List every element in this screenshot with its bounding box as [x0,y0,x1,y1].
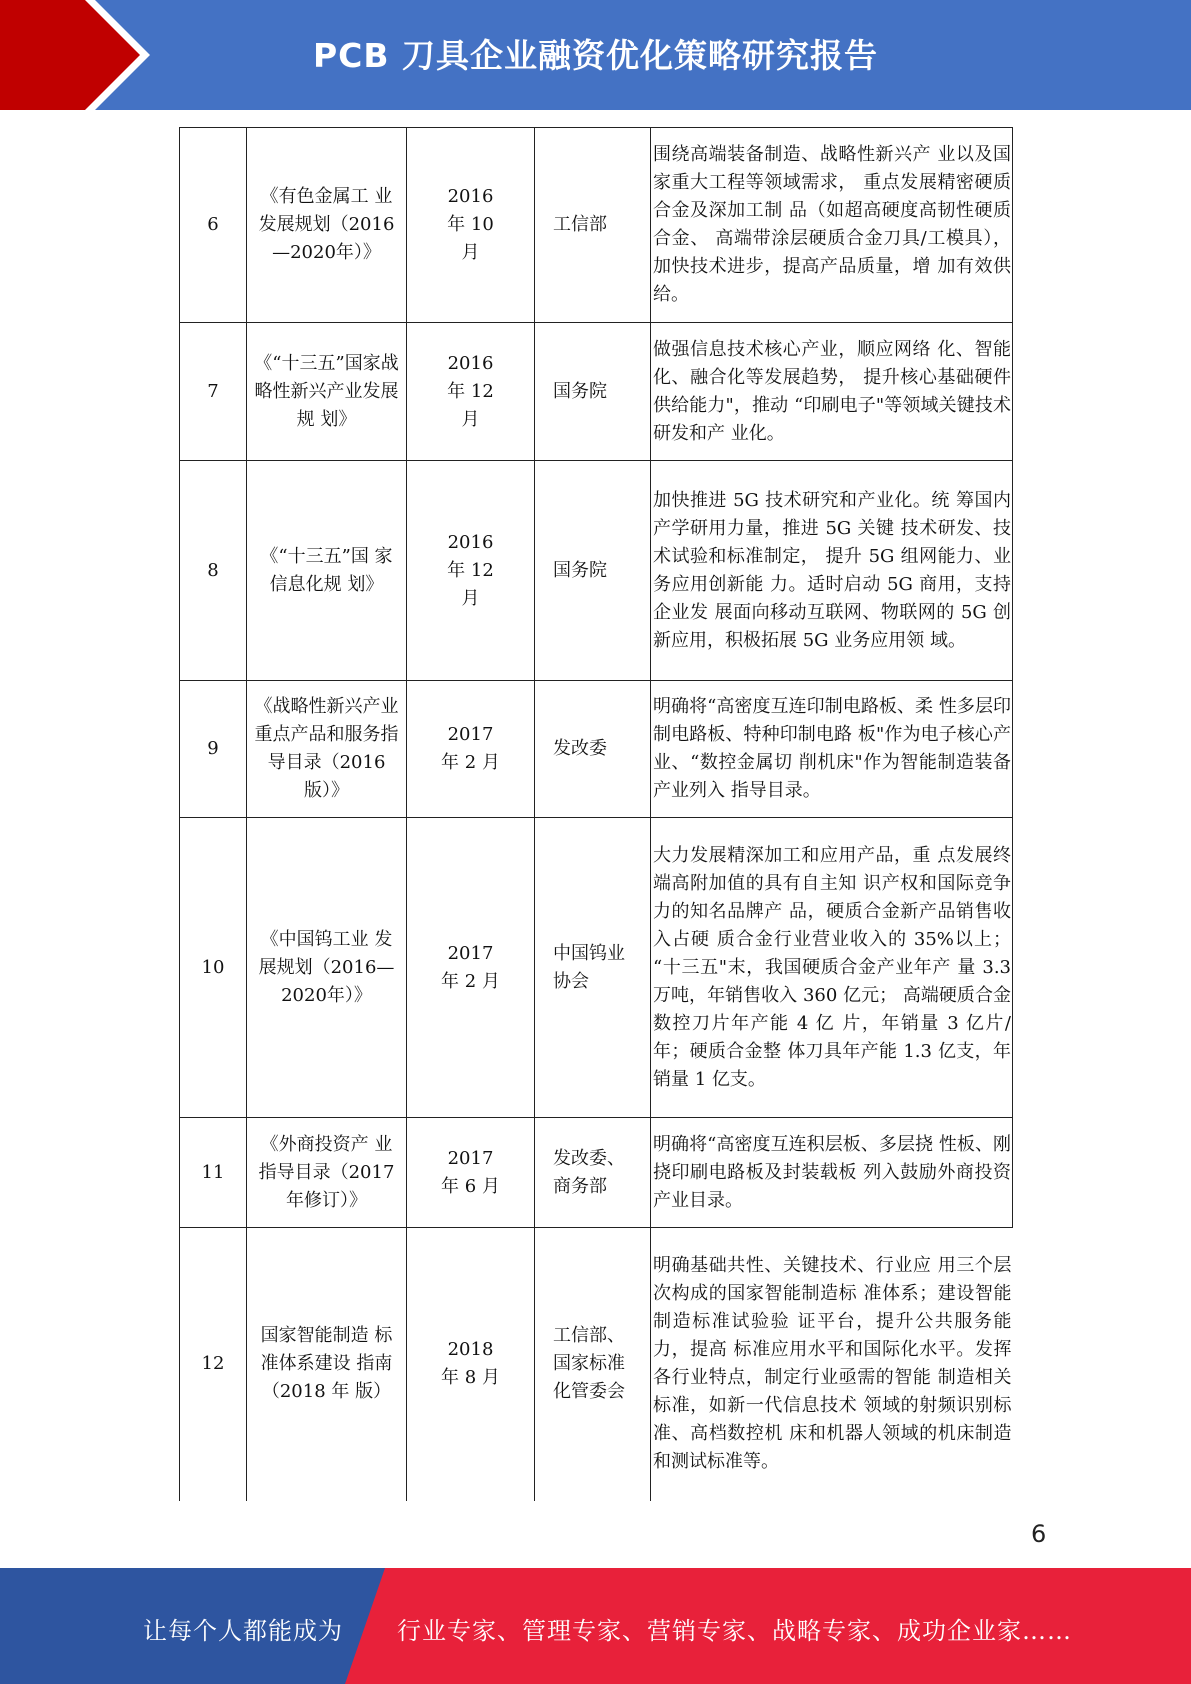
table-row [180,128,1013,323]
policy-content: 围绕高端装备制造、战略性新兴产 业以及国家重大工程等领域需求， 重点发展精密硬质合金及深加工制 品（如超高硬度高韧性硬质合金、 高端带涂层硬质合金刀具/工模具）， 加快技术进步，提高产品质量，增 加有效供给。 [651,128,1013,323]
row-number: 12 [180,1228,247,1501]
issuing-department: 工信部 [535,128,651,323]
page-number: 6 [1031,1520,1047,1548]
issuing-department: 发改委、商务部 [535,1118,651,1228]
issue-date: 2017 年 2 月 [407,818,535,1118]
issuing-department: 国务院 [535,323,651,461]
row-number: 8 [180,461,247,681]
policy-name: 《外商投资产 业指导目录（2017 年修订）》 [247,1118,407,1228]
issue-date: 2016 年 12 月 [407,323,535,461]
policy-content: 加快推进 5G 技术研究和产业化。统 筹国内产学研用力量，推进 5G 关键 技术研发、技术试验和标准制定， 提升 5G 组网能力、业务应用创新能 力。适时启动 5G 商用，支持企业发 展面向移动互联网、物联网的 5G 创 新应用，积极拓展 5G 业务应用领 域。 [651,461,1013,681]
issue-date: 2016 年 10 月 [407,128,535,323]
issue-date: 2017 年 6 月 [407,1118,535,1228]
footer-slogan-right: 行业专家、管理专家、营销专家、战略专家、成功企业家…… [397,1617,1072,1645]
policy-content: 大力发展精深加工和应用产品，重 点发展终端高附加值的具有自主知 识产权和国际竞争力的知名品牌产 品，硬质合金新产品销售收入占硬 质合金行业营业收入的 35%以上； “十三五"末，我国硬质合金产业年产 量 3.3 万吨，年销售收入 360 亿元； 高端硬质合金数控刀片年产能 4 亿 片，年销量 3 亿片/年；硬质合金整 体刀具年产能 1.3 亿支，年销量 1 亿支。 [651,818,1013,1118]
issuing-department: 工信部、国家标准化管委会 [535,1228,651,1501]
issuing-department: 中国钨业协会 [535,818,651,1118]
footer-slogan-left: 让每个人都能成为 [143,1617,343,1645]
policy-name: 《战略性新兴产业重点产品和服务指导目录（2016 版）》 [247,681,407,818]
row-number: 11 [180,1118,247,1228]
issue-date: 2017 年 2 月 [407,681,535,818]
policy-name: 《有色金属工 业发展规划（2016—2020年）》 [247,128,407,323]
policy-content: 明确将“高密度互连积层板、多层挠 性板、刚挠印刷电路板及封装载板 列入鼓励外商投资产业目录。 [651,1118,1013,1228]
policy-name: 国家智能制造 标准体系建设 指南（2018 年 版） [247,1228,407,1501]
issuing-department: 国务院 [535,461,651,681]
row-number: 6 [180,128,247,323]
policy-name: 《“十三五”国家战略性新兴产业发展规 划》 [247,323,407,461]
policy-table [179,127,1013,1501]
table-row [180,461,1013,681]
issue-date: 2016 年 12 月 [407,461,535,681]
table-row [180,1228,1013,1501]
table-row [180,681,1013,818]
row-number: 7 [180,323,247,461]
issuing-department: 发改委 [535,681,651,818]
row-number: 10 [180,818,247,1118]
report-title: PCB 刀具企业融资优化策略研究报告 [312,36,879,75]
page-header [0,0,1191,110]
table-row [180,1118,1013,1228]
policy-content: 做强信息技术核心产业，顺应网络 化、智能化、融合化等发展趋势， 提升核心基础硬件供给能力"，推动 “印刷电子"等领域关键技术研发和产 业化。 [651,323,1013,461]
row-number: 9 [180,681,247,818]
table-row [180,818,1013,1118]
issue-date: 2018 年 8 月 [407,1228,535,1501]
policy-name: 《“十三五”国 家信息化规 划》 [247,461,407,681]
policy-content: 明确将“高密度互连印制电路板、柔 性多层印制电路板、特种印制电路 板"作为电子核心产业、“数控金属切 削机床"作为智能制造装备产业列入 指导目录。 [651,681,1013,818]
page-footer [0,1568,1191,1684]
policy-name: 《中国钨工业 发展规划（2016—2020年）》 [247,818,407,1118]
table-row [180,323,1013,461]
policy-content: 明确基础共性、关键技术、行业应 用三个层次构成的国家智能制造标 准体系；建设智能制造标准试验验 证平台，提升公共服务能力，提高 标准应用水平和国际化水平。发挥 各行业特点，制定行业亟需的智能 制造相关标准，如新一代信息技术 领域的射频识别标准、高档数控机 床和机器人领域的机床制造和测试标准等。 [651,1228,1013,1501]
